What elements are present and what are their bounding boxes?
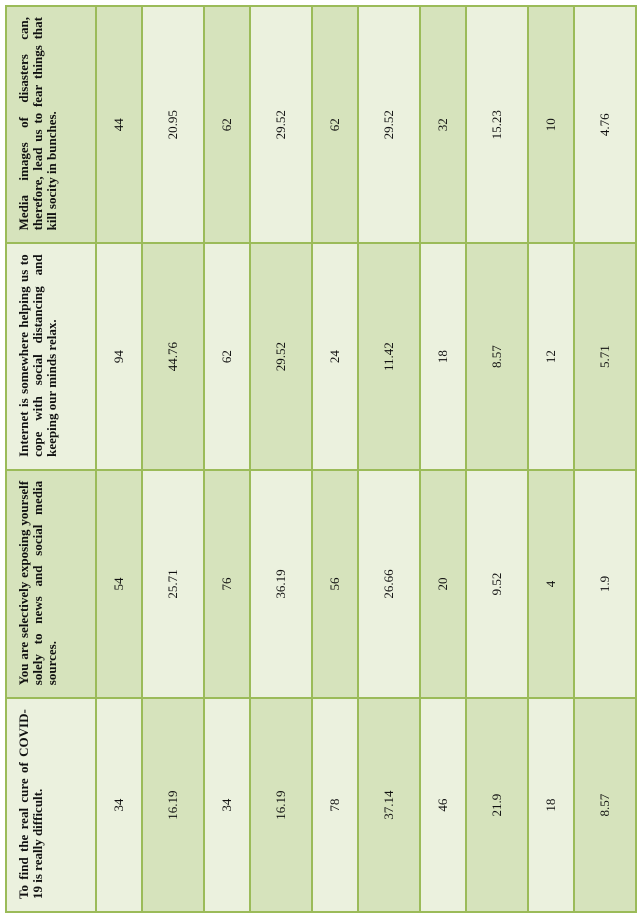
table-cell: 26.66: [358, 470, 420, 698]
column-header: Internet is somewhere helping us to cope with social distancing and keeping our minds relax.: [6, 243, 96, 470]
header-row: [6, 6, 96, 912]
table-cell: 32: [420, 6, 466, 243]
table-cell: 46: [420, 698, 466, 912]
percent-row: [466, 6, 528, 912]
table-cell: 9.52: [466, 470, 528, 698]
count-row: [420, 6, 466, 912]
count-row: [204, 6, 250, 912]
table-cell: 15.23: [466, 6, 528, 243]
survey-results-table: [5, 5, 637, 913]
table-cell: 62: [312, 6, 358, 243]
count-row: [528, 6, 574, 912]
table-cell: 18: [420, 243, 466, 470]
table-cell: 16.19: [250, 698, 312, 912]
table-cell: 12: [528, 243, 574, 470]
table-cell: 76: [204, 470, 250, 698]
table-cell: 34: [204, 698, 250, 912]
table-cell: 11.42: [358, 243, 420, 470]
column-header: Media images of disasters can, therefore, lead us to fear things that kill socity in bunches.: [6, 6, 96, 243]
table-cell: 20: [420, 470, 466, 698]
table-cell: 62: [204, 6, 250, 243]
table-cell: 18: [528, 698, 574, 912]
table-cell: 8.57: [574, 698, 636, 912]
table-cell: 44: [96, 6, 142, 243]
table-cell: 56: [312, 470, 358, 698]
table-cell: 5.71: [574, 243, 636, 470]
table-body: [6, 6, 636, 912]
percent-row: [142, 6, 204, 912]
table-cell: 8.57: [466, 243, 528, 470]
table-cell: 20.95: [142, 6, 204, 243]
table-cell: 29.52: [250, 6, 312, 243]
column-header: You are selectively exposing yourself solely to news and social media sources.: [6, 470, 96, 698]
table-cell: 25.71: [142, 470, 204, 698]
table-cell: 24: [312, 243, 358, 470]
table-cell: 29.52: [358, 6, 420, 243]
table-cell: 94: [96, 243, 142, 470]
table-cell: 54: [96, 470, 142, 698]
table-cell: 62: [204, 243, 250, 470]
column-header: To find the real cure of COVID-19 is really difficult.: [6, 698, 96, 912]
percent-row: [358, 6, 420, 912]
count-row: [96, 6, 142, 912]
table-cell: 34: [96, 698, 142, 912]
table-cell: 44.76: [142, 243, 204, 470]
table-cell: 4: [528, 470, 574, 698]
table-cell: 21.9: [466, 698, 528, 912]
table-cell: 37.14: [358, 698, 420, 912]
count-row: [312, 6, 358, 912]
table-cell: 29.52: [250, 243, 312, 470]
table-cell: 1.9: [574, 470, 636, 698]
table-cell: 78: [312, 698, 358, 912]
table-cell: 36.19: [250, 470, 312, 698]
table-cell: 10: [528, 6, 574, 243]
table-cell: 4.76: [574, 6, 636, 243]
percent-row: [574, 6, 636, 912]
percent-row: [250, 6, 312, 912]
table-cell: 16.19: [142, 698, 204, 912]
